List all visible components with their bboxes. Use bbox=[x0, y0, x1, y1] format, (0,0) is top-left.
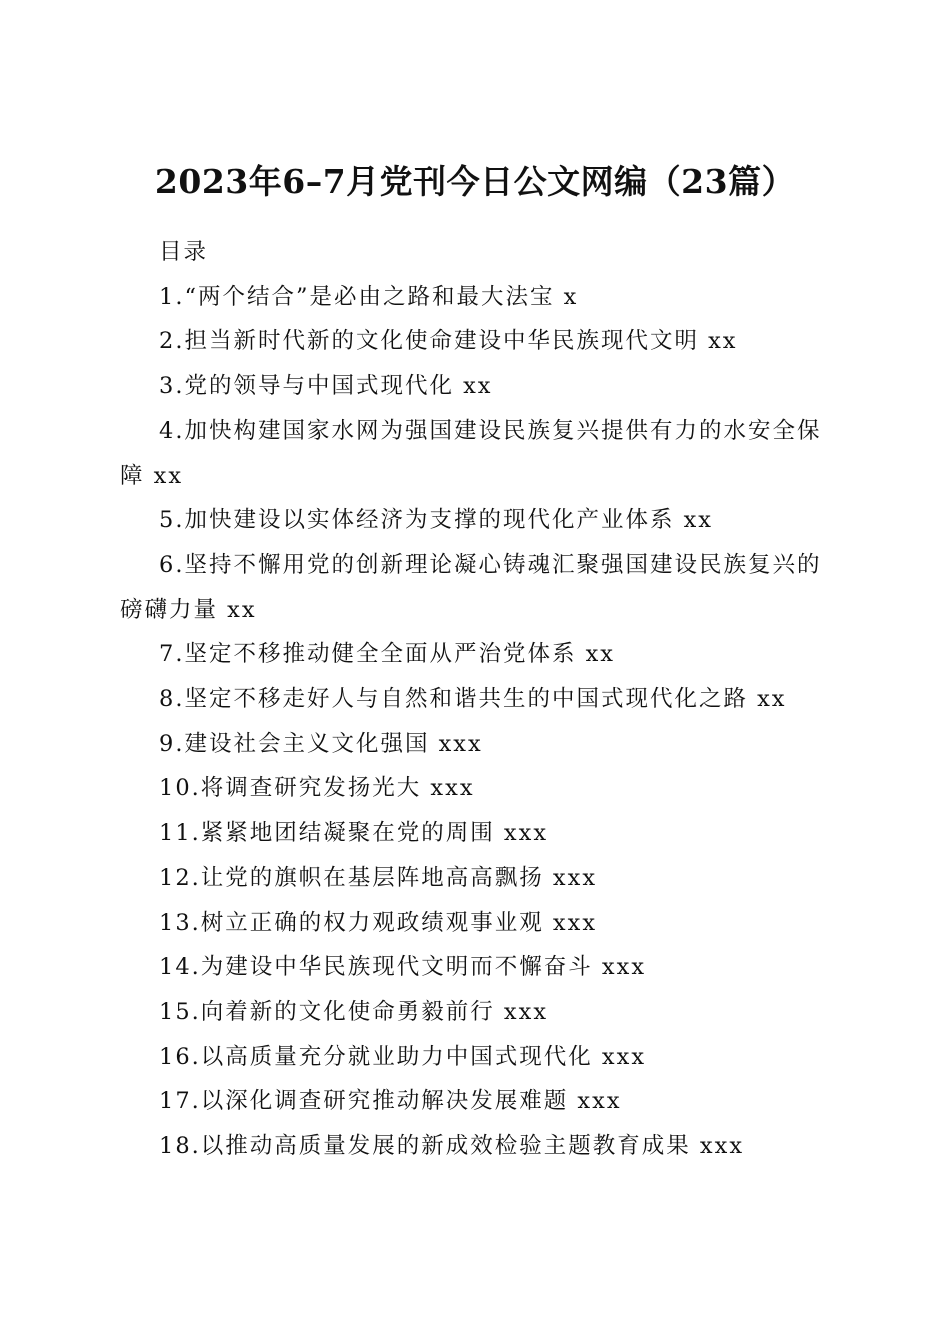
toc-item-14: 14.为建设中华民族现代文明而不懈奋斗 xxx bbox=[159, 954, 647, 981]
toc-item-3: 3.党的领导与中国式现代化 xx bbox=[159, 373, 493, 400]
document-title: 2023年6–7月党刊今日公文网编（23篇） bbox=[154, 162, 796, 202]
toc-item-6: 6.坚持不懈用党的创新理论凝心铸魂汇聚强国建设民族复兴的磅礴力量 xx bbox=[120, 551, 822, 623]
toc-heading: 目录 bbox=[159, 239, 209, 265]
toc-item-1: 1.“两个结合”是必由之路和最大法宝 x bbox=[159, 283, 579, 310]
toc-item-15: 15.向着新的文化使命勇毅前行 xxx bbox=[159, 998, 549, 1025]
toc-item-2: 2.担当新时代新的文化使命建设中华民族现代文明 xx bbox=[159, 328, 738, 355]
toc-item-11: 11.紧紧地团结凝聚在党的周围 xxx bbox=[159, 820, 549, 847]
toc-item-18: 18.以推动高质量发展的新成效检验主题教育成果 xxx bbox=[159, 1133, 745, 1160]
toc-item-13: 13.树立正确的权力观政绩观事业观 xxx bbox=[159, 909, 598, 936]
toc-item-9: 9.建设社会主义文化强国 xxx bbox=[159, 730, 483, 757]
toc-item-5: 5.加快建设以实体经济为支撑的现代化产业体系 xx bbox=[159, 507, 713, 534]
toc-item-10: 10.将调查研究发扬光大 xxx bbox=[159, 775, 475, 802]
toc-item-17: 17.以深化调查研究推动解决发展难题 xxx bbox=[159, 1088, 622, 1115]
toc-item-7: 7.坚定不移推动健全全面从严治党体系 xx bbox=[159, 641, 615, 668]
toc-item-8: 8.坚定不移走好人与自然和谐共生的中国式现代化之路 xx bbox=[159, 686, 787, 713]
toc-item-12: 12.让党的旗帜在基层阵地高高飘扬 xxx bbox=[159, 864, 598, 891]
toc-item-16: 16.以高质量充分就业助力中国式现代化 xxx bbox=[159, 1043, 647, 1070]
table-of-contents bbox=[120, 230, 825, 1169]
toc-item-4: 4.加快构建国家水网为强国建设民族复兴提供有力的水安全保障 xx bbox=[120, 417, 822, 489]
